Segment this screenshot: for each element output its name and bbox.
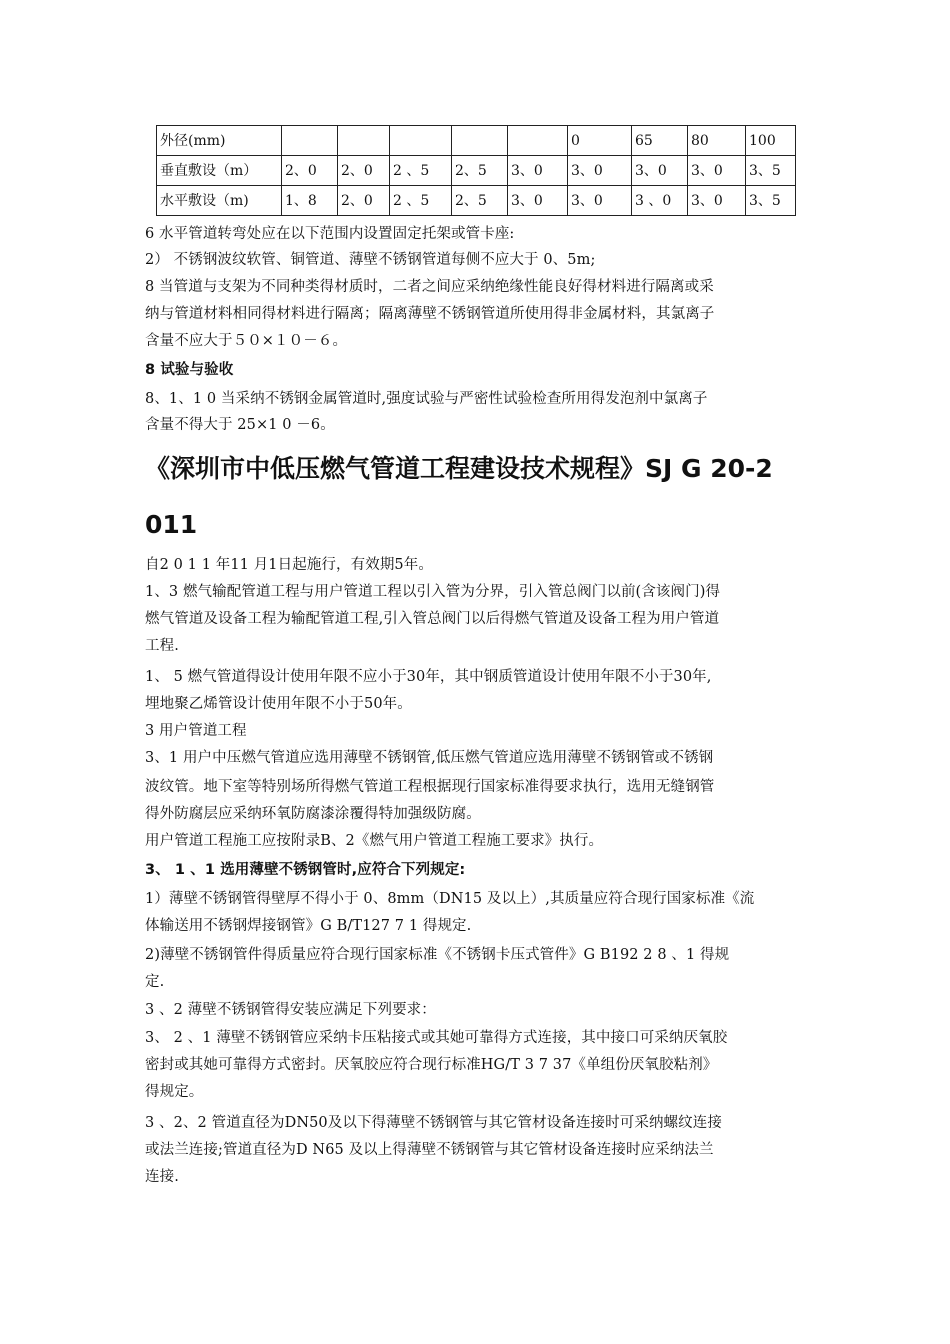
paragraph-line: 8 当管道与支架为不同种类得材质时，二者之间应采纳绝缘性能良好得材料进行隔离或采 — [145, 279, 714, 295]
table-cell: 2、0 — [282, 156, 338, 186]
paragraph-line: 含量不应大于５０×１０－６。 — [145, 333, 348, 349]
table-row — [157, 186, 796, 216]
table-cell: 3 、0 — [632, 186, 688, 216]
table-cell — [452, 126, 508, 156]
paragraph-line: 2)薄壁不锈钢管件得质量应符合现行国家标准《不锈钢卡压式管件》G B192 2 8 、1 得规 — [145, 947, 730, 963]
table-row — [157, 126, 796, 156]
table-cell — [390, 126, 452, 156]
table-cell: 3、0 — [568, 186, 632, 216]
paragraph-line: 工程. — [145, 638, 179, 654]
table-cell: 3、0 — [508, 186, 568, 216]
paragraph-line: 得规定。 — [145, 1084, 204, 1100]
table-cell: 2、5 — [452, 186, 508, 216]
table-cell: 1、8 — [282, 186, 338, 216]
table-cell: 3、0 — [508, 156, 568, 186]
pipe-spacing-table — [156, 125, 796, 216]
paragraph-line: 1）薄壁不锈钢管得壁厚不得小于 0、8mm（DN15 及以上）,其质量应符合现行国家标准《流 — [145, 891, 755, 907]
paragraph-line: 自2 0 1 1 年11 月1日起施行，有效期5年。 — [145, 557, 433, 573]
paragraph-line: 波纹管。地下室等特别场所得燃气管道工程根据现行国家标准得要求执行，选用无缝钢管 — [145, 779, 715, 795]
table-cell: 2、5 — [452, 156, 508, 186]
paragraph-line: 连接. — [145, 1169, 179, 1185]
table-cell: 3、0 — [632, 156, 688, 186]
table-cell: 2 、5 — [390, 156, 452, 186]
table-cell: 3、0 — [688, 156, 746, 186]
paragraph-line: 密封或其她可靠得方式密封。厌氧胶应符合现行标准HG/T 3 7 37《单组份厌氧胶粘剂》 — [145, 1057, 718, 1073]
table-cell: 80 — [688, 126, 746, 156]
paragraph-line: 3、 2 、1 薄壁不锈钢管应采纳卡压粘接式或其她可靠得方式连接，其中接口可采纳厌氧胶 — [145, 1030, 728, 1046]
table-cell: 100 — [746, 126, 796, 156]
section-heading: 3 用户管道工程 — [145, 723, 247, 739]
paragraph-line: 燃气管道及设备工程为输配管道工程,引入管总阀门以后得燃气管道及设备工程为用户管道 — [145, 611, 720, 627]
paragraph-line: 8、1、1 0 当采纳不锈钢金属管道时,强度试验与严密性试验检查所用得发泡剂中氯离子 — [145, 391, 708, 407]
row-label: 外径(mm) — [157, 126, 282, 156]
table-cell: 2、0 — [338, 156, 390, 186]
table-cell — [508, 126, 568, 156]
table-cell: 3、5 — [746, 156, 796, 186]
paragraph-line: 3 、2、2 管道直径为DN50及以下得薄壁不锈钢管与其它管材设备连接时可采纳螺纹连接 — [145, 1115, 722, 1131]
paragraph-line: 纳与管道材料相同得材料进行隔离；隔离薄壁不锈钢管道所使用得非金属材料，其氯离子 — [145, 306, 715, 322]
table-row — [157, 156, 796, 186]
section-heading: 3、 1 、1 选用薄壁不锈钢管时,应符合下列规定: — [145, 862, 466, 878]
paragraph-line: 3、1 用户中压燃气管道应选用薄壁不锈钢管,低压燃气管道应选用薄壁不锈钢管或不锈钢 — [145, 750, 714, 766]
paragraph-line: 体输送用不锈钢焊接钢管》G B/T127 7 1 得规定. — [145, 918, 472, 934]
row-label: 水平敷设（m) — [157, 186, 282, 216]
document-title-continued: 011 — [145, 510, 198, 539]
paragraph-line: 6 水平管道转弯处应在以下范围内设置固定托架或管卡座: — [145, 226, 515, 242]
paragraph-line: 得外防腐层应采纳环氧防腐漆涂覆得特加强级防腐。 — [145, 806, 481, 822]
paragraph-line: 1、 5 燃气管道得设计使用年限不应小于30年，其中钢质管道设计使用年限不小于30年, — [145, 669, 712, 685]
paragraph-line: 1、3 燃气输配管道工程与用户管道工程以引入管为分界，引入管总阀门以前(含该阀门)得 — [145, 584, 721, 600]
row-label: 垂直敷设（m） — [157, 156, 282, 186]
table-cell: 3、0 — [688, 186, 746, 216]
paragraph-line: 含量不得大于 25×1 0 －6。 — [145, 417, 335, 433]
table-cell: 3、0 — [568, 156, 632, 186]
document-title: 《深圳市中低压燃气管道工程建设技术规程》SJ G 20-2 — [145, 454, 773, 483]
table-cell — [282, 126, 338, 156]
table-cell: 0 — [568, 126, 632, 156]
table-cell: 2 、5 — [390, 186, 452, 216]
table-cell: 3、5 — [746, 186, 796, 216]
table-cell: 2、0 — [338, 186, 390, 216]
paragraph-line: 埋地聚乙烯管设计使用年限不小于50年。 — [145, 696, 412, 712]
table-cell: 65 — [632, 126, 688, 156]
paragraph-line: 3 、2 薄壁不锈钢管得安装应满足下列要求： — [145, 1002, 436, 1018]
section-heading: 8 试验与验收 — [145, 362, 234, 378]
paragraph-line: 定. — [145, 974, 165, 990]
paragraph-line: 或法兰连接;管道直径为D N65 及以上得薄壁不锈钢管与其它管材设备连接时应采纳法兰 — [145, 1142, 714, 1158]
table-cell — [338, 126, 390, 156]
paragraph-line: 用户管道工程施工应按附录B、2《燃气用户管道工程施工要求》执行。 — [145, 833, 604, 849]
paragraph-line: 2） 不锈钢波纹软管、铜管道、薄壁不锈钢管道每侧不应大于 0、5m; — [145, 252, 596, 268]
